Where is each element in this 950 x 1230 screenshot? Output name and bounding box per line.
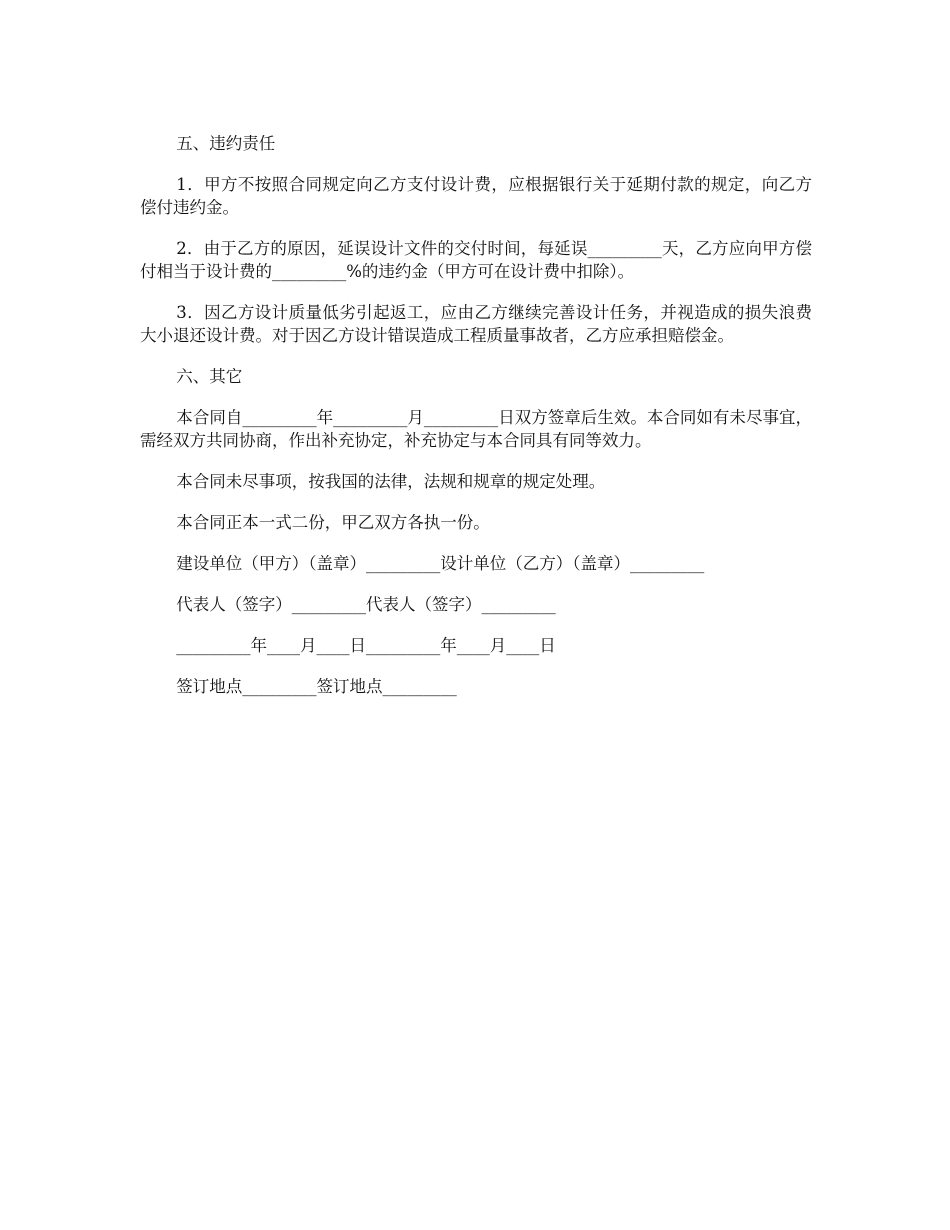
signature-places-line: 签订地点_________签订地点_________ <box>176 677 457 696</box>
document-body <box>140 132 812 716</box>
signature-units-line: 建设单位（甲方）（盖章）_________设计单位（乙方）（盖章）_________ <box>176 554 705 573</box>
clause-applicable-law: 本合同未尽事项，按我国的法律，法规和规章的规定处理。 <box>176 472 606 491</box>
clause-late-payment: 1．甲方不按照合同规定向乙方支付设计费，应根据银行关于延期付款的规定，向乙方偿付违约金。 <box>140 175 812 217</box>
clause-late-delivery: 2．由于乙方的原因，延误设计文件的交付时间，每延误_________天，乙方应向甲方偿付相当于设计费的_________%的违约金（甲方可在设计费中扣除）。 <box>140 239 812 281</box>
signature-representatives-line: 代表人（签字）_________代表人（签字）_________ <box>176 595 556 614</box>
signature-dates-line: _________年____月____日_________年____月____日 <box>176 636 556 655</box>
section-heading-other: 六、其它 <box>176 367 243 386</box>
clause-effective-date: 本合同自_________年_________月_________日双方签章后生效。本合同如有未尽事宜，需经双方共同协商，作出补充协定，补充协定与本合同具有同等效力。 <box>140 408 812 450</box>
section-heading-liability: 五、违约责任 <box>176 134 276 153</box>
clause-copies: 本合同正本一式二份，甲乙双方各执一份。 <box>176 513 490 532</box>
clause-quality-rework: 3．因乙方设计质量低劣引起返工，应由乙方继续完善设计任务，并视造成的损失浪费大小退还设计费。对于因乙方设计错误造成工程质量事故者，乙方应承担赔偿金。 <box>140 303 812 345</box>
